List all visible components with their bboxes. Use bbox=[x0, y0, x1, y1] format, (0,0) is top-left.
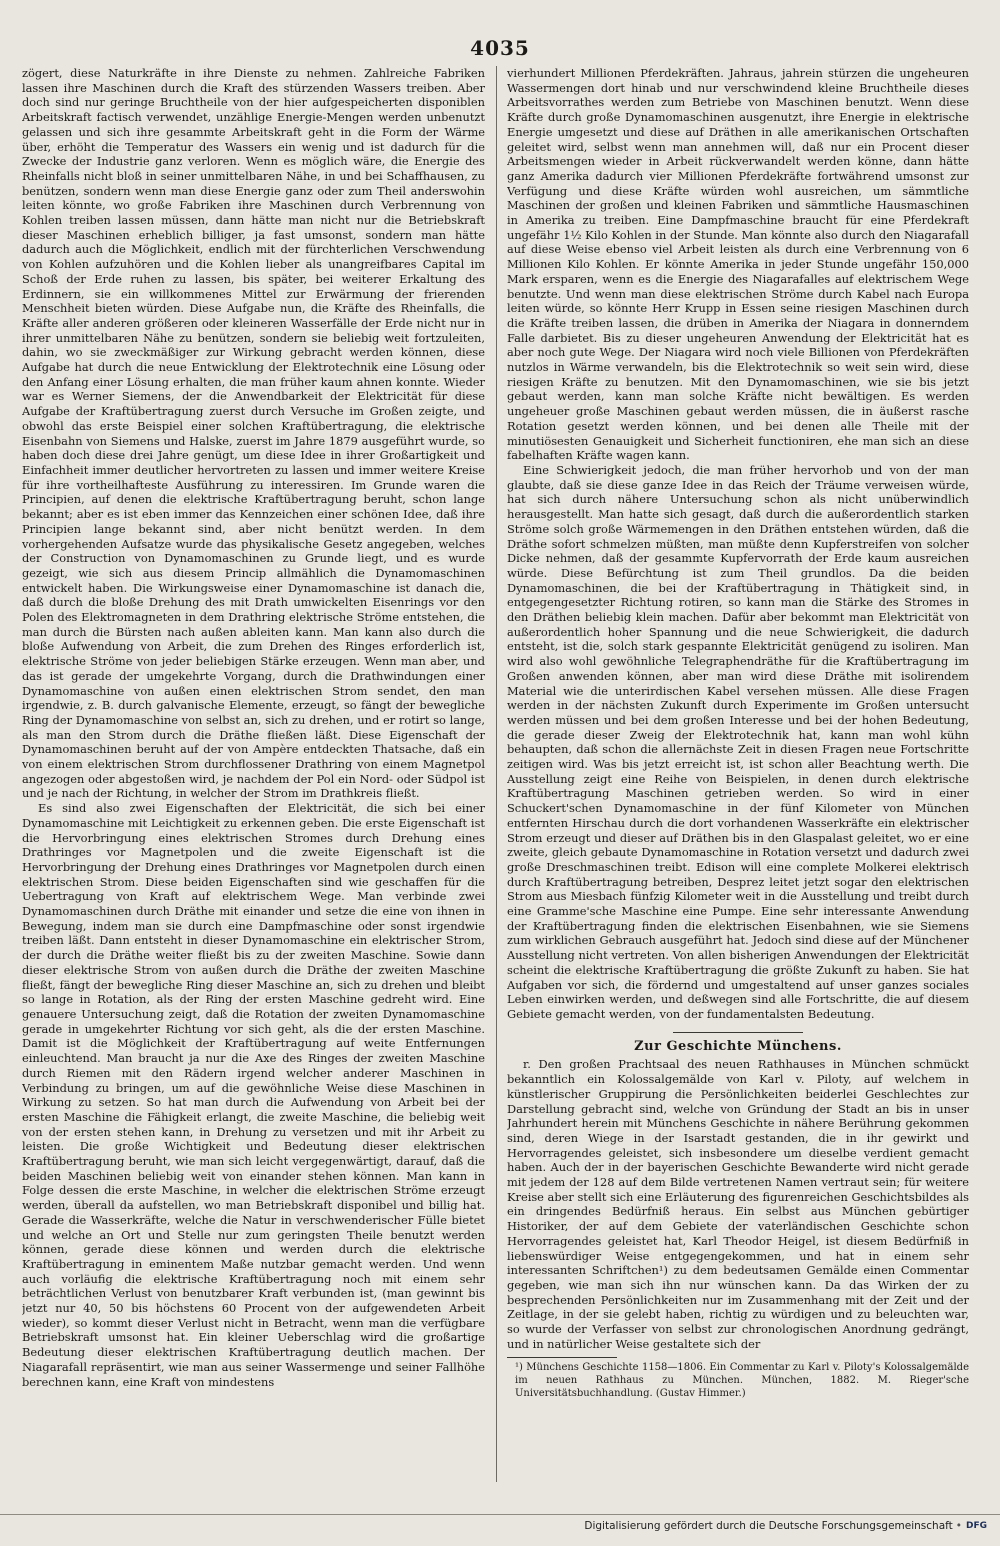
left-paragraph-1: zögert, diese Naturkräfte in ihre Dienste zu nehmen. Zahlreiche Fabriken lassen ihre Maschinen durch die Kraft des stürzenden Wassers treiben. Aber doch sind nur geringe Bruchtheile von der hier aufgespeicherten disponiblen Arbeitskraft factisch verwendet, unzählige Energie-Mengen werden unbenutzt gelassen und sich ihre gesammte Arbeitskraft geht in die Form der Wärme über, erhöht die Temperatur des Wassers ein wenig und ist dadurch für die Zwecke der Industrie ganz verloren. Wenn es möglich wäre, die Energie des Rheinfalls nicht bloß in seiner unmittelbaren Nähe, in und bei Schaffhausen, zu benützen, sondern wenn man diese Energie ganz oder zum Theil anderswohin leiten könnte, wo große Fabriken ihre Maschinen durch Verbrennung von Kohlen treiben lassen müssen, dann hätte man nicht nur die Betriebskraft dieser Maschinen erheblich billiger, ja fast umsonst, sondern man hätte dadurch auch die Möglichkeit, endlich mit der fürchterlichen Verschwendung von Kohlen aufzuhören und die Kohlen lieber als unangreifbares Capital im Schoß der Erde ruhen zu lassen, bis später, bei weiterer Erkaltung des Erdinnern, sie ein willkommenes Mittel zur Erwärmung der frierenden Menschheit bieten würden. Diese Aufgabe nun, die Kräfte des Rheinfalls, die Kräfte aller anderen größeren oder kleineren Wasserfälle der Erde nicht nur in ihrer unmittelbaren Nähe zu benützen, sondern sie beliebig weit fortzuleiten, dahin, wo sie zweckmäßiger zur Wirkung gebracht werden können, diese Aufgabe hat durch die neue Entwicklung der Elektrotechnik eine Lösung oder den Anfang einer Lösung erhalten, die man früher kaum ahnen konnte. Wieder war es Werner Siemens, der die Anwendbarkeit der Elektricität für diese Aufgabe der Kraftübertragung zuerst durch Versuche im Großen zeigte, und obwohl das erste Beispiel einer solchen Kraftübertragung, die elektrische Eisenbahn von Siemens und Halske, zuerst im Jahre 1879 ausgeführt wurde, so haben doch diese drei Jahre genügt, um diese Idee in ihrer Großartigkeit und Einfachheit immer deutlicher hervortreten zu lassen und immer weitere Kreise für ihre vortheilhafteste Ausführung zu interessiren. Im Grunde waren die Principien, auf denen die elektrische Kraftübertragung beruht, schon lange bekannt; aber es ist eben immer das Kennzeichen einer schönen Idee, daß ihre Principien lange bekannt sind, aber nicht benützt werden. In dem vorhergehenden Aufsatze wurde das physikalische Gesetz angegeben, welches der Construction von Dynamomaschinen zu Grunde liegt, und es wurde gezeigt, wie sich aus diesem Princip allmählich die Dynamomaschinen entwickelt haben. Die Wirkungsweise einer Dynamomaschine ist danach die, daß durch die bloße Drehung des mit Drath umwickelten Eisenrings vor den Polen des Elektromagneten in dem Drathring elektrische Ströme entstehen, die man durch die Bürsten nach außen ableiten kann. Man kann also durch die bloße Aufwendung von Arbeit, die zum Drehen des Ringes erforderlich ist, elektrische Ströme von jeder beliebigen Stärke erzeugen. Wenn man aber, und das ist gerade der umgekehrte Vorgang, durch die Drathwindungen einer Dynamomaschine von außen einen elektrischen Strom sendet, den man irgendwie, z. B. durch galvanische Elemente, erzeugt, so fängt der bewegliche Ring der Dynamomaschine von selbst an, sich zu drehen, und er rotirt so lange, als man den Strom durch die Dräthe fließen läßt. Diese Eigenschaft der Dynamomaschinen beruht auf der von Ampère entdeckten Thatsache, daß ein von einem elektrischen Strom durchflossener Drathring von einem Magnetpol angezogen oder abgestoßen wird, je nachdem der Pol ein Nord- oder Südpol ist und je nach der Richtung, in welcher der Strom im Drathkreis fließt. bbox=[22, 66, 485, 801]
right-paragraph-1: vierhundert Millionen Pferdekräften. Jahraus, jahrein stürzen die ungeheuren Wassermengen dort hinab und nur verschwindend kleine Bruchtheile dieses Arbeitsvorrathes werden zum Betriebe von Maschinen benutzt. Wenn diese Kräfte durch große Dynamomaschinen ausgenutzt, ihre Energie in elektrische Energie umgesetzt und diese auf Dräthen in alle amerikanischen Ortschaften geleitet wird, selbst wenn man annehmen will, daß nur ein Procent dieser Arbeitsmengen wieder in Arbeit rückverwandelt werden könne, dann hätte ganz Amerika dadurch vier Millionen Pferdekräfte fortwährend umsonst zur Verfügung und diese Kräfte würden wohl ausreichen, um sämmtliche Maschinen der großen und kleinen Fabriken und sämmtliche Hausmaschinen in Amerika zu treiben. Eine Dampfmaschine braucht für eine Pferdekraft ungefähr 1½ Kilo Kohlen in der Stunde. Man könnte also durch den Niagarafall auf diese Weise ebenso viel Arbeit leisten als durch eine Verbrennung von 6 Millionen Kilo Kohlen. Er könnte Amerika in jeder Stunde ungefähr 150,000 Mark ersparen, wenn es die Energie des Niagarafalles auf elektrischem Wege benutzte. Und wenn man diese elektrischen Ströme durch Kabel nach Europa leiten würde, so könnte Herr Krupp in Essen seine riesigen Maschinen durch die Kräfte treiben lassen, die drüben in Amerika der Niagara in donnerndem Falle darbietet. Bis zu dieser ungeheuren Anwendung der Elektricität hat es aber noch gute Wege. Der Niagara wird noch viele Billionen von Pferdekräften nutzlos in Wärme verwandeln, bis die Elektrotechnik so weit sein wird, diese riesigen Kräfte zu benutzen. Mit den Dynamomaschinen, wie sie bis jetzt gebaut werden, kann man solche Kräfte nicht bewältigen. Es werden ungeheuer große Maschinen gebaut werden müssen, die in äußerst rasche Rotation gesetzt werden können, und bei denen alle Theile mit der minutiösesten Genauigkeit und Sicherheit functioniren, ehe man sich an diese fabelhaften Kräfte wagen kann. bbox=[507, 66, 969, 463]
right-paragraph-2: Eine Schwierigkeit jedoch, die man früher hervorhob und von der man glaubte, daß sie diese ganze Idee in das Reich der Träume verweisen würde, hat sich durch nähere Untersuchung schon als nicht unüberwindlich herausgestellt. Man hatte sich gesagt, daß durch die außerordentlich starken Ströme solch große Wärmemengen in den Dräthen entstehen würden, daß die Dräthe sofort schmelzen müßten, man müßte denn Kupferstreifen von solcher Dicke nehmen, daß der gesammte Kupfervorrath der Erde kaum ausreichen würde. Diese Befürchtung ist zum Theil grundlos. Da die beiden Dynamomaschinen, die bei der Kraftübertragung in Thätigkeit sind, in entgegengesetzter Richtung rotiren, so kann man die Stärke des Stromes in den Dräthen beliebig klein machen. Dafür aber bekommt man Elektricität von außerordentlich hoher Spannung und die neue Schwierigkeit, die dadurch entsteht, ist die, solch stark gespannte Elektricität genügend zu isoliren. Man wird also wohl gewöhnliche Telegraphendräthe für die Kraftübertragung im Großen anwenden können, aber man wird diese Dräthe mit isolirendem Material wie die unterirdischen Kabel versehen müssen. Alle diese Fragen werden in der nächsten Zukunft durch Experimente im Großen untersucht werden müssen und bei dem großen Interesse und bei der hohen Bedeutung, die gerade dieser Zweig der Elektrotechnik hat, kann man wohl kühn behaupten, daß schon die allernächste Zeit in diesen Fragen neue Fortschritte zeitigen wird. Was bis jetzt erreicht ist, ist schon aller Beachtung werth. Die Ausstellung zeigt eine Reihe von Beispielen, in denen durch elektrische Kraftübertragung Maschinen getrieben werden. So wird in einer Schuckert'schen Dynamomaschine in der fünf Kilometer von München entfernten Hirschau durch die dort vorhandenen Wasserkräfte ein elektrischer Strom erzeugt und dieser auf Dräthen bis in den Glaspalast geleitet, wo er eine zweite, gleich gebaute Dynamomaschine in Rotation versetzt und dadurch zwei große Dreschmaschinen treibt. Edison will eine complete Molkerei elektrisch durch Kraftübertragung betreiben, Desprez leitet jetzt sogar den elektrischen Strom aus Miesbach fünfzig Kilometer weit in die Ausstellung und treibt durch eine Gramme'sche Maschine eine Pumpe. Eine sehr interessante Anwendung der Kraftübertragung finden die elektrischen Eisenbahnen, wie sie Siemens zum wirklichen Gebrauch ausgeführt hat. Jedoch sind diese auf der Münchener Ausstellung nicht vertreten. Von allen bisherigen Anwendungen der Elektricität scheint die elektrische Kraftübertragung die größte Zukunft zu haben. Sie hat Aufgaben vor sich, die fördernd und umgestaltend auf unser ganzes sociales Leben einwirken werden, und deßwegen sind alle Fortschritte, die auf diesem Gebiete gemacht werden, von der fundamentalsten Bedeutung. bbox=[507, 462, 969, 1021]
footnote-divider bbox=[507, 1357, 617, 1358]
section-paragraph-1: r. Den großen Prachtsaal des neuen Rathhauses in München schmückt bekanntlich ein Kolossalgemälde von Karl v. Piloty, auf welchem in künstlerischer Gruppirung die Persönlichkeiten beiderlei Geschlechtes zur Darstellung gebracht sind, welche von Gründung der Stadt an bis in unser Jahrhundert herein mit Münchens Geschichte in nähere Berührung gekommen sind, deren Wiege in der Isarstadt gestanden, die in ihr gewirkt und Hervorragendes geleistet, sich insbesondere um dieselbe verdient gemacht haben. Auch der in der bayerischen Geschichte Bewanderte wird nicht gerade mit jedem der 128 auf dem Bilde vertretenen Namen vertraut sein; für weitere Kreise aber stellt sich eine Erläuterung des figurenreichen Geschichtsbildes als ein dringendes Bedürfniß heraus. Ein selbst aus München gebürtiger Historiker, der auf dem Gebiete der vaterländischen Geschichte schon Hervorragendes geleistet hat, Karl Theodor Heigel, ist diesem Bedürfniß in liebenswürdiger Weise entgegengekommen, und hat in einem sehr interessanten Schriftchen¹) zu dem bedeutsamen Gemälde einen Commentar gegeben, wie man sich ihn nur wünschen kann. Da das Wirken der zu besprechenden Persönlichkeiten nur im Zusammenhang mit der Zeit und der Zeitlage, in der sie gelebt haben, richtig zu würdigen und zu beleuchten war, so wurde der Verfasser von selbst zur chronologischen Anordnung gedrängt, und in natürlicher Weise gestaltete sich der bbox=[507, 1057, 969, 1351]
digitization-credit bbox=[584, 1520, 988, 1532]
right-column bbox=[507, 66, 969, 1486]
page-number: 4035 bbox=[470, 36, 530, 60]
left-paragraph-2: Es sind also zwei Eigenschaften der Elektricität, die sich bei einer Dynamomaschine mit Leichtigkeit zu erkennen geben. Die erste Eigenschaft ist die Hervorbringung eines elektrischen Stromes durch Drehung eines Drathringes vor Magnetpolen und die zweite Eigenschaft ist die Hervorbringung der Drehung eines Drathringes vor Magnetpolen durch einen elektrischen Strom. Diese beiden Eigenschaften sind wie geschaffen für die Uebertragung von Kraft auf elektrischem Wege. Man verbinde zwei Dynamomaschinen durch Dräthe mit einander und setze die eine von ihnen in Bewegung, indem man sie durch eine Dampfmaschine oder sonst irgendwie treiben läßt. Dann entsteht in dieser Dynamomaschine ein elektrischer Strom, der durch die Dräthe weiter fließt bis zu der zweiten Maschine. Sowie dann dieser elektrische Strom von außen durch die Dräthe der zweiten Maschine fließt, fängt der bewegliche Ring dieser Maschine an, sich zu drehen und bleibt so lange in Rotation, als der Ring der ersten Maschine gedreht wird. Eine genauere Untersuchung zeigt, daß die Rotation der zweiten Dynamomaschine gerade in umgekehrter Richtung vor sich geht, als die der ersten Maschine. Damit ist die Möglichkeit der Kraftübertragung auf weite Entfernungen einleuchtend. Man braucht ja nur die Axe des Ringes der zweiten Maschine durch Riemen mit den Rädern irgend welcher anderer Maschinen in Verbindung zu bringen, um auf die gewöhnliche Weise diese Maschinen in Wirkung zu setzen. So hat man durch die Aufwendung von Arbeit bei der ersten Maschine die Fähigkeit erlangt, die zweite Maschine, die beliebig weit von der ersten stehen kann, in Drehung zu versetzen und mit ihr Arbeit zu leisten. Die große Wichtigkeit und Bedeutung dieser elektrischen Kraftübertragung beruht, wie man sich leicht vergegenwärtigt, darauf, daß die beiden Maschinen beliebig weit von einander stehen können. Man kann in Folge dessen die erste Maschine, in welcher die elektrischen Ströme erzeugt werden, überall da aufstellen, wo man Betriebskraft disponibel und billig hat. Gerade die Wasserkräfte, welche die Natur in verschwenderischer Fülle bietet und welche an Ort und Stelle nur zum geringsten Theile benutzt werden können, gerade diese können und werden durch die elektrische Kraftübertragung in eminentem Maße nutzbar gemacht werden. Und wenn auch vorläufig die elektrische Kraftübertragung noch mit einem sehr beträchtlichen Verlust von benutzbarer Kraft verbunden ist, (man gewinnt bis jetzt nur 40, 50 bis höchstens 60 Procent von der aufgewendeten Arbeit wieder), so kommt dieser Verlust nicht in Betracht, wenn man die verfügbare Betriebskraft umsonst hat. Ein kleiner Ueberschlag wird die großartige Bedeutung dieser elektrischen Kraftübertragung deutlich machen. Der Niagarafall repräsentirt, wie man aus seiner Wassermenge und seiner Fallhöhe berechnen kann, eine Kraft von mindestens bbox=[22, 801, 485, 1389]
dfg-logo-icon: DFG bbox=[965, 1521, 987, 1531]
section-divider bbox=[673, 1032, 803, 1033]
column-divider bbox=[496, 66, 497, 1482]
left-column bbox=[22, 66, 485, 1486]
footer-rule bbox=[0, 1514, 1000, 1515]
footnote: ¹) Münchens Geschichte 1158—1806. Ein Commentar zu Karl v. Piloty's Kolossalgemälde im neuen Rathhaus zu München. München, 1882. M. Rieger'sche Universitätsbuchhandlung. (Gustav Himmer.) bbox=[515, 1362, 969, 1400]
section-title: Zur Geschichte Münchens. bbox=[634, 1038, 842, 1054]
credit-separator: • bbox=[955, 1520, 962, 1532]
credit-text: Digitalisierung gefördert durch die Deutsche Forschungsgemeinschaft bbox=[584, 1520, 953, 1532]
